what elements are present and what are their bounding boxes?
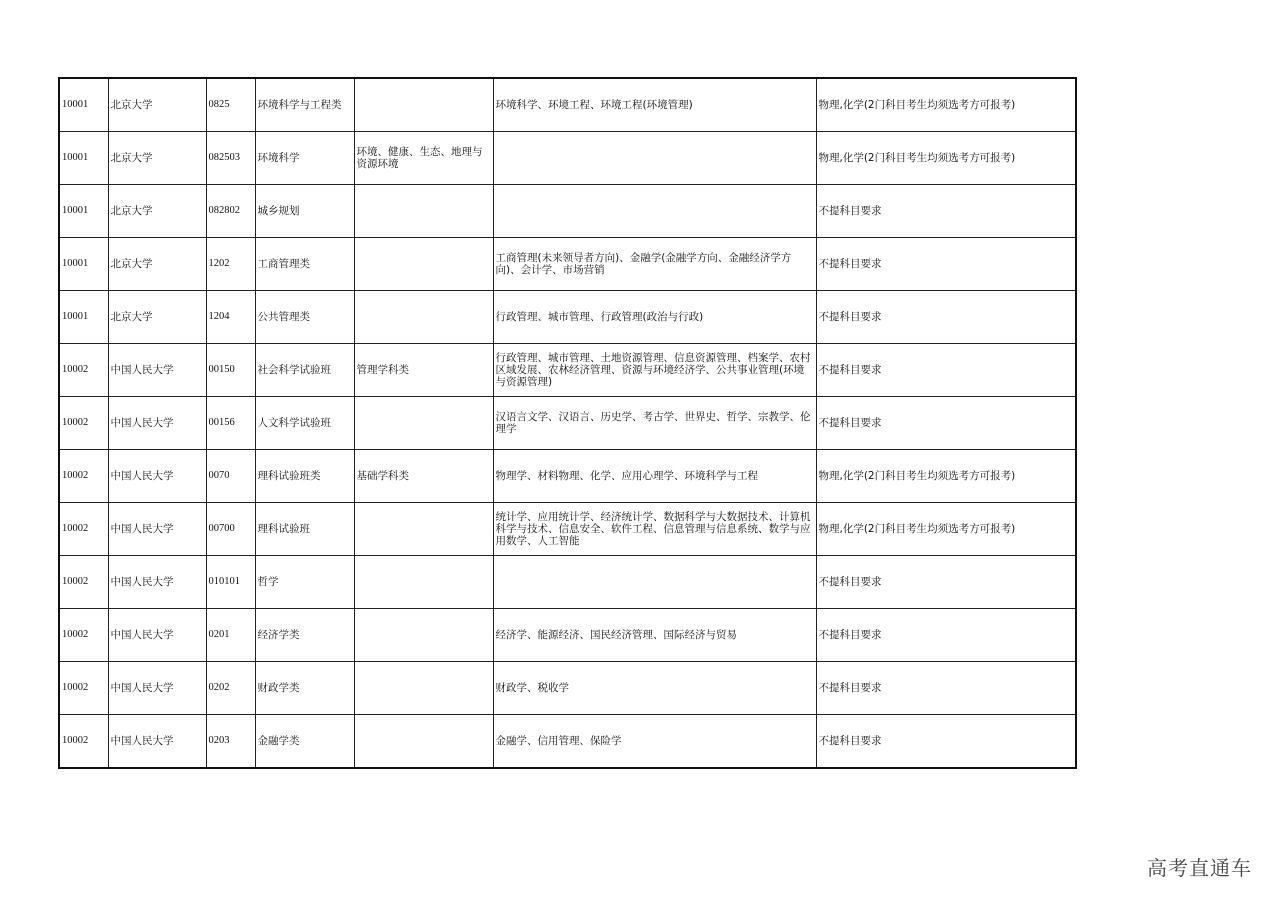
cell-category [354,78,493,132]
table-row [59,450,1076,503]
cell-school-name: 中国人民大学 [108,609,206,662]
cell-school-name: 中国人民大学 [108,344,206,397]
cell-category: 基础学科类 [354,450,493,503]
cell-school-name: 北京大学 [108,78,206,132]
cell-major-name: 人文科学试验班 [255,397,354,450]
cell-school-name: 北京大学 [108,291,206,344]
cell-category [354,185,493,238]
cell-school-name: 中国人民大学 [108,503,206,556]
cell-school-name: 北京大学 [108,238,206,291]
cell-school-code: 10001 [59,238,108,291]
cell-category: 环境、健康、生态、地理与资源环境 [354,132,493,185]
cell-major-name: 城乡规划 [255,185,354,238]
cell-subject-requirement: 不提科目要求 [816,185,1076,238]
cell-included-majors: 汉语言文学、汉语言、历史学、考古学、世界史、哲学、宗教学、伦理学 [493,397,816,450]
cell-included-majors: 行政管理、城市管理、土地资源管理、信息资源管理、档案学、农村区域发展、农林经济管理、资源与环境经济学、公共事业管理(环境与资源管理) [493,344,816,397]
cell-school-name: 北京大学 [108,185,206,238]
cell-category [354,715,493,769]
cell-included-majors: 环境科学、环境工程、环境工程(环境管理) [493,78,816,132]
cell-school-code: 10001 [59,132,108,185]
cell-category [354,397,493,450]
cell-subject-requirement: 不提科目要求 [816,344,1076,397]
cell-subject-requirement: 不提科目要求 [816,238,1076,291]
table-row [59,556,1076,609]
cell-category [354,662,493,715]
cell-school-code: 10002 [59,344,108,397]
cell-subject-requirement: 物理,化学(2门科目考生均须选考方可报考) [816,450,1076,503]
table-row [59,609,1076,662]
cell-category: 管理学科类 [354,344,493,397]
table-row [59,291,1076,344]
cell-major-code: 1204 [206,291,255,344]
cell-subject-requirement: 物理,化学(2门科目考生均须选考方可报考) [816,78,1076,132]
cell-school-code: 10002 [59,450,108,503]
cell-school-code: 10001 [59,185,108,238]
cell-category [354,503,493,556]
cell-included-majors: 统计学、应用统计学、经济统计学、数据科学与大数据技术、计算机科学与技术、信息安全、软件工程、信息管理与信息系统、数学与应用数学、人工智能 [493,503,816,556]
cell-school-code: 10002 [59,715,108,769]
table-row [59,185,1076,238]
cell-major-code: 010101 [206,556,255,609]
cell-school-name: 中国人民大学 [108,450,206,503]
cell-major-name: 工商管理类 [255,238,354,291]
table-row [59,662,1076,715]
cell-major-code: 082802 [206,185,255,238]
cell-school-name: 中国人民大学 [108,397,206,450]
cell-major-name: 理科试验班类 [255,450,354,503]
cell-included-majors: 物理学、材料物理、化学、应用心理学、环境科学与工程 [493,450,816,503]
cell-school-code: 10002 [59,503,108,556]
cell-subject-requirement: 不提科目要求 [816,556,1076,609]
cell-major-name: 环境科学 [255,132,354,185]
cell-major-code: 0201 [206,609,255,662]
cell-category [354,609,493,662]
cell-school-code: 10001 [59,78,108,132]
cell-major-code: 0202 [206,662,255,715]
cell-school-code: 10001 [59,291,108,344]
cell-major-name: 哲学 [255,556,354,609]
cell-included-majors [493,185,816,238]
cell-subject-requirement: 物理,化学(2门科目考生均须选考方可报考) [816,132,1076,185]
cell-school-name: 中国人民大学 [108,556,206,609]
cell-major-name: 环境科学与工程类 [255,78,354,132]
table-row [59,715,1076,769]
cell-included-majors [493,556,816,609]
cell-category [354,238,493,291]
cell-subject-requirement: 不提科目要求 [816,397,1076,450]
cell-major-name: 经济学类 [255,609,354,662]
table-row [59,78,1076,132]
cell-major-name: 金融学类 [255,715,354,769]
table-row [59,503,1076,556]
cell-subject-requirement: 不提科目要求 [816,609,1076,662]
table-row [59,132,1076,185]
cell-included-majors: 经济学、能源经济、国民经济管理、国际经济与贸易 [493,609,816,662]
cell-major-name: 理科试验班 [255,503,354,556]
cell-subject-requirement: 物理,化学(2门科目考生均须选考方可报考) [816,503,1076,556]
cell-included-majors: 行政管理、城市管理、行政管理(政治与行政) [493,291,816,344]
cell-major-code: 082503 [206,132,255,185]
table-row [59,238,1076,291]
cell-subject-requirement: 不提科目要求 [816,291,1076,344]
cell-subject-requirement: 不提科目要求 [816,662,1076,715]
cell-subject-requirement: 不提科目要求 [816,715,1076,769]
table-row [59,397,1076,450]
subject-requirements-table [58,77,1077,769]
cell-major-code: 1202 [206,238,255,291]
cell-school-code: 10002 [59,609,108,662]
cell-category [354,556,493,609]
cell-included-majors: 财政学、税收学 [493,662,816,715]
cell-school-code: 10002 [59,397,108,450]
cell-major-code: 0825 [206,78,255,132]
cell-school-code: 10002 [59,662,108,715]
cell-included-majors: 金融学、信用管理、保险学 [493,715,816,769]
cell-school-code: 10002 [59,556,108,609]
cell-major-code: 0070 [206,450,255,503]
cell-major-name: 社会科学试验班 [255,344,354,397]
cell-category [354,291,493,344]
cell-major-code: 00150 [206,344,255,397]
cell-school-name: 北京大学 [108,132,206,185]
cell-included-majors: 工商管理(未来领导者方向)、金融学(金融学方向、金融经济学方向)、会计学、市场营销 [493,238,816,291]
table-body [59,78,1076,768]
cell-school-name: 中国人民大学 [108,715,206,769]
cell-major-code: 0203 [206,715,255,769]
cell-major-name: 财政学类 [255,662,354,715]
cell-included-majors [493,132,816,185]
cell-school-name: 中国人民大学 [108,662,206,715]
cell-major-code: 00156 [206,397,255,450]
cell-major-name: 公共管理类 [255,291,354,344]
cell-major-code: 00700 [206,503,255,556]
table-row [59,344,1076,397]
watermark-logo: 高考直通车 [1147,856,1252,880]
